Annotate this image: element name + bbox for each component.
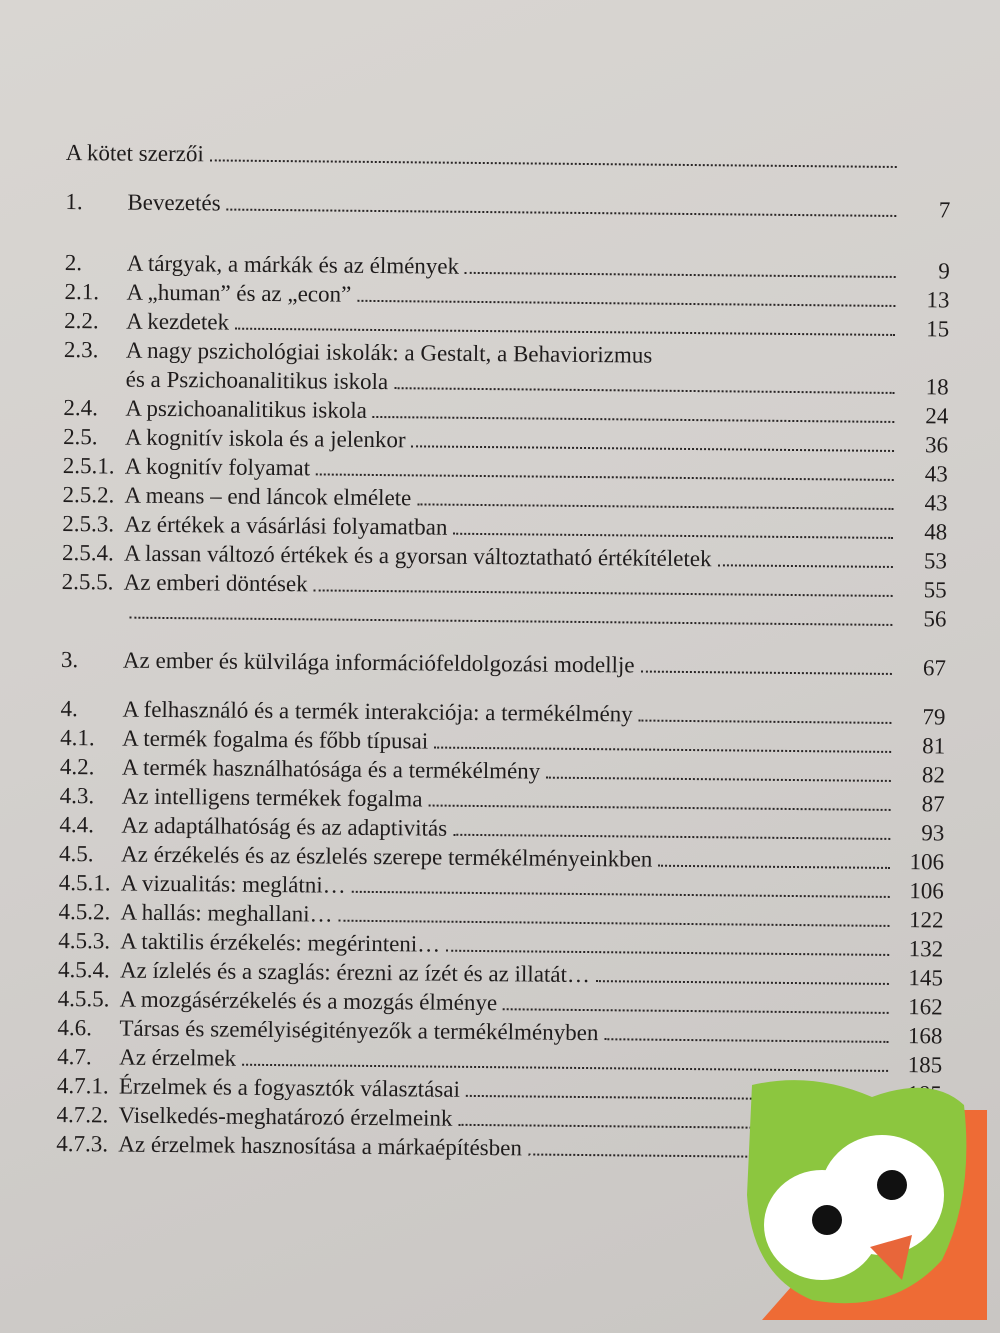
dot-leader [640,671,891,675]
toc-entry-number: 2.5.2. [62,481,115,508]
toc-entry-page: 82 [921,762,946,788]
toc-entry-page: 132 [908,936,944,962]
toc-entry-page: 43 [924,461,948,487]
toc-entry-number: 4.6. [57,1014,93,1041]
toc-filler [652,363,949,366]
dot-leader [339,920,890,927]
toc-entry-page: 122 [908,907,944,933]
toc-entry-number: 2.5.4. [61,539,114,566]
toc-entry-number: 2.5.3. [62,510,115,537]
dot-leader [503,1008,889,1014]
toc-entry-number: 4.7.1. [56,1072,109,1099]
toc-entry-number: 4.5.3. [58,927,111,954]
toc-entry-number: 4.5.2. [58,898,111,925]
toc-entry-page: 106 [909,878,944,904]
toc-entry-page: 18 [925,374,949,400]
toc-entry-page: 185 [907,1052,943,1078]
toc-entry-title: Az ember és külvilága információfeldolgozási modellje [122,647,635,678]
dot-leader [242,1064,888,1072]
dot-leader [465,272,896,278]
toc-entry-title: Az érzékelés és az észlelés szerepe termékélményeinkben [121,841,653,872]
toc-entry-number: 2.5. [63,423,98,450]
toc-entry-page: 53 [923,548,948,574]
toc-entry-number: 4. [60,695,78,722]
toc-entry-title: A felhasználó és a termék interakciója: a termékélmény [122,696,633,727]
toc-entry-number: 4.7. [57,1043,92,1070]
dot-leader [596,980,889,985]
toc-entry-title: A tárgyak, a márkák és az élmények [126,250,460,279]
owl-right-pupil-icon [877,1170,907,1200]
dot-leader [428,805,890,811]
toc-entry-number: 4.2. [59,753,95,780]
owl-logo [742,1075,987,1320]
toc-entry-number: 2.4. [63,394,99,421]
toc-entry-title: A mozgásérzékelés és a mozgás élménye [119,986,498,1016]
toc-entry-number: 2.3. [63,336,99,363]
toc-entry-title: A hallás: meghallani… [120,899,333,927]
dot-leader [314,589,893,597]
toc-entry-title: Az érzelmek hasznosítása a márkaépítésben [118,1131,523,1161]
toc-entry-number: 4.7.2. [56,1101,109,1128]
toc-entry-page: 13 [926,287,950,313]
toc-entry-title: A lassan változó értékek és a gyorsan változtatható értékítéletek [123,540,712,572]
toc-entry-title: A means – end láncok elmélete [124,482,412,511]
toc-entry-title: Az érzelmek [119,1044,237,1071]
owl-left-pupil-icon [812,1205,842,1235]
toc-entry-number: 4.4. [59,811,95,838]
toc-entry-title: Az adaptálhatóság és az adaptivitás [121,812,448,841]
toc-entry-title: Viselkedés-meghatározó érzelmeink [118,1102,453,1131]
toc-entry-page: 7 [938,197,951,223]
toc-entry-title: A nagy pszichológiai iskolák: a Gestalt, a Behaviorizmus [125,337,653,368]
dot-leader [434,747,891,753]
toc-entry-page: 79 [922,704,946,730]
toc-entry-page: 93 [921,820,945,846]
toc-entry-number: 2.5.1. [62,452,115,479]
dot-leader [129,617,892,626]
toc-entry-title: Az intelligens termékek fogalma [121,783,423,812]
toc-entry-number: 4.5.5. [57,985,110,1012]
toc-entry-page: 24 [925,403,949,429]
toc-entry-number: 4.5. [59,840,94,867]
toc-entry-title: A termék fogalma és főbb típusai [122,725,429,754]
toc-entry-number: 1. [65,188,83,215]
toc-entry-number: 4.5.1. [58,869,111,896]
toc-entry-number: 2.1. [64,278,100,305]
dot-leader [316,473,894,481]
toc-entry-page: 67 [922,655,947,681]
toc-entry-page: 87 [921,791,945,817]
dot-leader [357,300,895,307]
toc-entry-number: 4.5.4. [57,956,110,983]
dot-leader [604,1038,888,1043]
toc-entry-number: 4.1. [60,724,95,751]
dot-leader [717,564,892,568]
toc-entry-number: 2.2. [64,307,99,334]
toc-entry-title: Az ízlelés és a szaglás: érezni az ízét és az illatát… [119,957,591,988]
toc-entry-title: A kognitív iskola és a jelenkor [125,424,406,453]
dot-leader [639,720,892,724]
toc-entry-page: 36 [924,432,949,458]
toc-entry-number: 4.7.3. [56,1130,109,1157]
toc-entry-page: 9 [938,258,950,284]
toc-entry-title: A vizualitás: meglátni… [120,870,346,898]
dot-leader [227,209,897,217]
dot-leader [352,891,890,898]
dot-leader [658,865,890,869]
toc-entry-page: 168 [907,1023,943,1049]
toc-entry-number: 3. [60,646,79,673]
toc-entry-page: 56 [923,606,947,632]
dot-leader [235,328,895,336]
dot-leader [453,834,890,840]
table-of-contents [56,138,951,1166]
dot-leader [546,777,891,782]
toc-entry-number: 4.3. [59,782,95,809]
toc-entry-title: A kezdetek [126,308,230,335]
toc-entry-page: 81 [922,733,946,759]
toc-entry-page: 106 [909,849,945,875]
toc-entry-title: A taktilis érzékelés: megérinteni… [120,928,441,957]
dot-leader [210,159,897,168]
toc-entry-title: Érzelmek és a fogyasztók választásai [118,1073,461,1102]
toc-entry-title: Az emberi döntések [123,569,308,597]
toc-intro-title: A kötet szerzői [65,139,204,167]
toc-entry-title: A pszichoanalitikus iskola [125,395,367,423]
toc-entry-title: Az értékek a vásárlási folyamatban [124,511,448,540]
toc-entry-page: 43 [924,490,948,516]
dot-leader [453,533,893,539]
dot-leader [394,387,894,394]
toc-entry-page: 55 [923,577,947,603]
toc-entry-number: 2. [64,249,83,276]
toc-entry-number: 2.5.5. [61,568,114,595]
toc-entry-page: 48 [924,519,948,545]
dot-leader [446,950,889,956]
dot-leader [373,416,895,423]
toc-entry-number [61,618,123,619]
toc-entry-title: Bevezetés [127,189,221,216]
toc-entry-page: 145 [908,965,944,991]
dot-leader [411,445,894,452]
toc-entry-title: A termék használhatósága és a termékélmény [121,754,541,784]
toc-entry-title: A kognitív folyamat [124,453,311,481]
toc-entry-page: 162 [908,994,943,1020]
toc-entry-title: Társas és személyiségitényezők a termékélményben [119,1015,599,1046]
dot-leader [417,503,893,510]
toc-entry-title: A „human” és az „econ” [126,279,352,307]
toc-entry-page: 15 [926,316,950,342]
toc-entry-continuation: és a Pszichoanalitikus iskola [125,366,389,395]
